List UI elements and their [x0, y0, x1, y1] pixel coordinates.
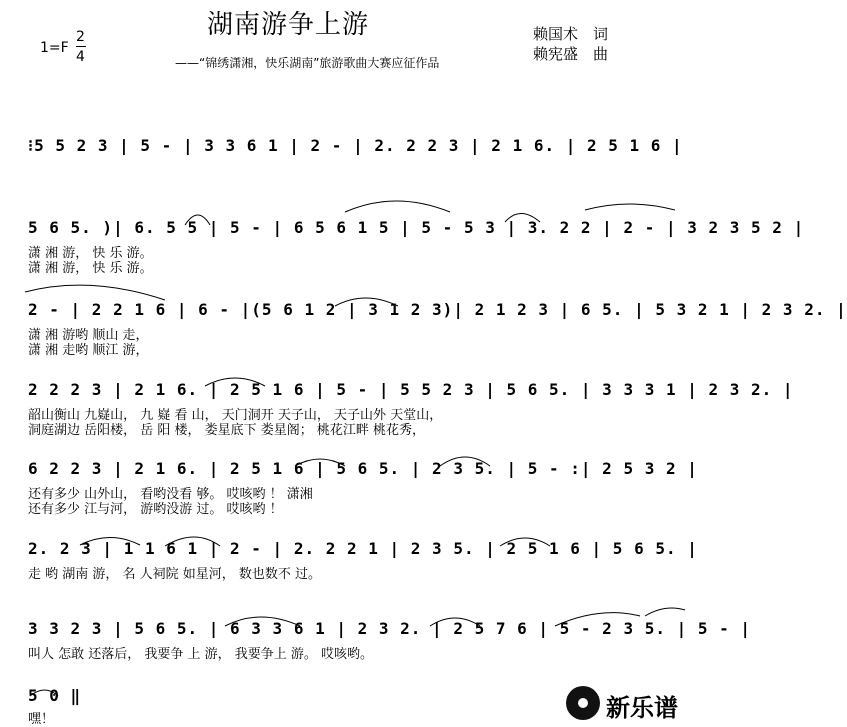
lyric-verse-1: 叫人 怎敢 还落后， 我要争 上 游， 我要争上 游。 哎咳哟。	[28, 647, 374, 662]
lyric-verse-1: 韶山衡山 九嶷山， 九 嶷 看 山， 天门洞开 天子山， 天子山外 天堂山，	[28, 408, 443, 423]
notation-line: 6 2 2 3 | 2 1 6. | 2 5 1 6 | 5 6 5. | 2 3 5. | 5 - :| 2 5 3 2 |	[28, 459, 698, 478]
credits	[533, 24, 608, 64]
notation-line: 5 6 5. )| 6. 5 5 | 5 - | 6 5 6 1 5 | 5 - 5 3 | 3. 2 2 | 2 - | 3 2 3 5 2 |	[28, 218, 805, 237]
site-logo	[566, 684, 690, 724]
song-title: 湖南游争上游	[207, 10, 370, 40]
notation-line: 2. 2 3 | 1 1 6 1 | 2 - | 2. 2 2 1 | 2 3 5. | 2 5 1 6 | 5 6 5. |	[28, 539, 698, 558]
notation-line: 2 - | 2 2 1 6 | 6 - |(5 6 1 2 | 3 1 2 3)| 2 1 2 3 | 6 5. | 5 3 2 1 | 2 3 2. |	[28, 300, 847, 319]
time-signature-line	[76, 46, 86, 47]
lyric-verse-2: 洞庭湖边 岳阳楼， 岳 阳 楼， 娄星底下 娄星阁； 桃花江畔 桃花秀，	[28, 423, 426, 438]
lyric-verse-2: 潇 湘 走哟 顺江 游，	[28, 343, 149, 358]
notation-line: 3 3 2 3 | 5 6 5. | 6 3 3 6 1 | 2 3 2. | 2 5 7 6 | 5 - 2 3 5. | 5 - |	[28, 619, 752, 638]
lyric-verse-2: 潇 湘 游， 快 乐 游。	[28, 261, 153, 276]
lyric-verse-1: 走 哟 湖南 游， 名 人祠院 如星河， 数也数不 过。	[28, 567, 322, 582]
time-signature-top: 2	[76, 29, 85, 45]
lyric-verse-2: 还有多少 江与河， 游哟没游 过。 哎咳哟 ！	[28, 502, 283, 517]
song-subtitle: ——“锦绣潇湘，快乐湖南”旅游歌曲大赛应征作品	[175, 56, 440, 70]
record-disc-icon	[566, 686, 600, 720]
notation-line: 5 0 ‖	[28, 686, 82, 705]
lyric-verse-1: 还有多少 山外山， 看哟没看 够。 哎咳哟 ！ 潇湘	[28, 487, 313, 502]
time-signature-bottom: 4	[76, 49, 85, 65]
logo-text: 新乐谱	[606, 694, 678, 722]
lyricist-credit: 赖国术 词	[533, 25, 609, 43]
composer-credit: 赖宪盛 曲	[533, 45, 609, 63]
lyric-verse-1: 嘿！	[28, 712, 55, 727]
notation-line: ⁝5 5 2 3 | 5 - | 3 3 6 1 | 2 - | 2. 2 2 3 | 2 1 6. | 2 5 1 6 |	[28, 136, 683, 155]
lyric-verse-1: 潇 湘 游哟 顺山 走，	[28, 328, 149, 343]
key-signature: 1=F	[40, 40, 69, 56]
lyric-verse-1: 潇 湘 游， 快 乐 游。	[28, 246, 153, 261]
notation-line: 2 2 2 3 | 2 1 6. | 2 5 1 6 | 5 - | 5 5 2 3 | 5 6 5. | 3 3 3 1 | 2 3 2. |	[28, 380, 794, 399]
